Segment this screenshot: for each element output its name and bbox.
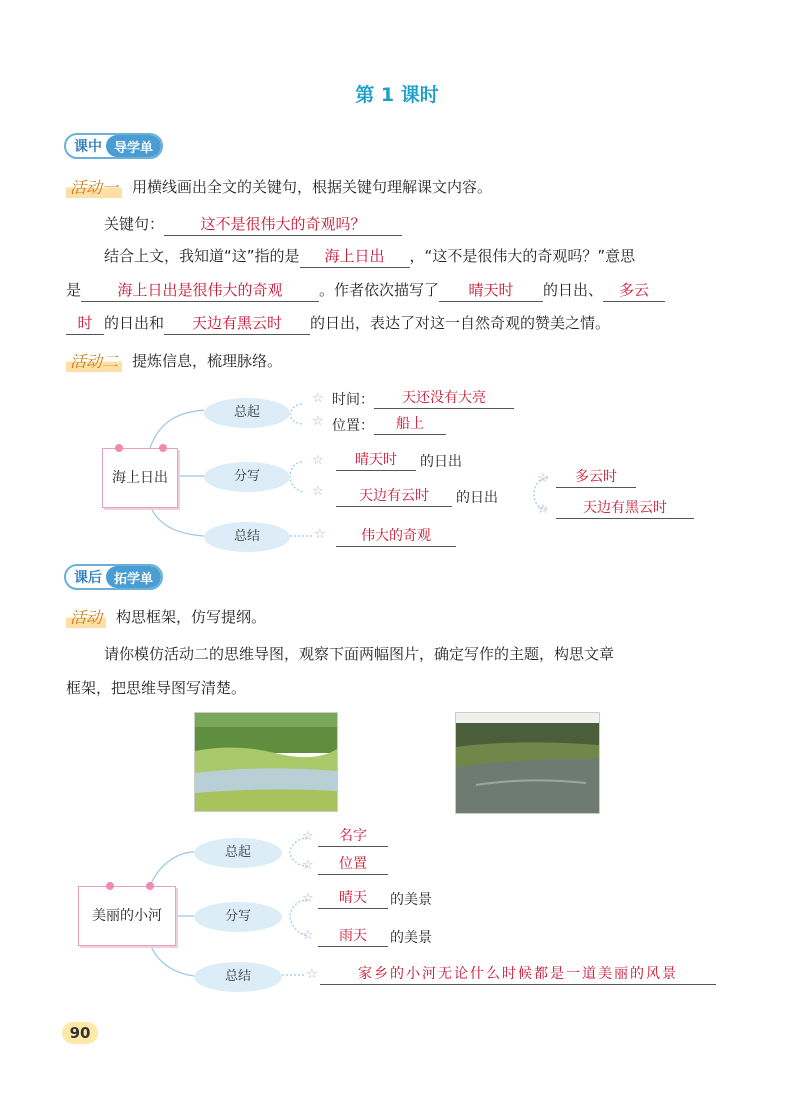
mindmap2-center-note: [78, 886, 176, 946]
text: 的日出: [420, 454, 462, 470]
star-icon: ☆: [302, 891, 314, 906]
key-answer: 这不是很伟大的奇观吗？: [164, 213, 402, 236]
text: ，“这不是很伟大的奇观吗？”意思: [409, 247, 636, 265]
star-icon: ☆: [537, 502, 549, 517]
detail-row-2: [336, 486, 498, 507]
black-cloud-answer: 天边有黑云时: [556, 498, 694, 519]
answer-black-cloud: 天边有黑云时: [164, 312, 310, 335]
river-photo-sunny: [194, 712, 338, 812]
answer-zhe: 海上日出: [300, 245, 410, 268]
map2-rainy-row: [318, 926, 432, 947]
river-photo-rainy: [455, 712, 600, 814]
activity3-heading: 构思框架，仿写提纲。: [116, 608, 267, 626]
map2-location-row: [318, 854, 388, 875]
star-icon: ☆: [302, 928, 314, 943]
activity3-header: [66, 605, 266, 628]
rainy-answer: 雨天: [318, 926, 388, 947]
tag-part-b: 拓学单: [106, 566, 161, 588]
text: 的美景: [390, 930, 432, 946]
activity2-label: 活动二: [66, 349, 122, 372]
sunny-answer: 晴天时: [336, 450, 416, 471]
place-label: 位置：: [332, 418, 374, 434]
mindmap-center-note: [102, 448, 178, 508]
branch-detail-cloud: 分写: [204, 462, 290, 492]
time-label: 时间：: [332, 392, 374, 408]
text: 是: [66, 281, 82, 299]
cloudy-answer: 多云时: [556, 467, 636, 488]
branch-summary-cloud: 总结: [204, 522, 290, 552]
text: 。作者依次描写了: [319, 281, 440, 299]
star-icon: ☆: [312, 453, 324, 468]
star-icon: ☆: [302, 858, 314, 873]
activity3-label: 活动: [66, 605, 106, 628]
pin-icon: [159, 444, 167, 452]
branch-intro-cloud: 总起: [204, 398, 290, 428]
tag-part-a: 课中: [74, 139, 102, 155]
page-number: 90: [62, 1022, 98, 1044]
cloud-answer: 天边有云时: [336, 486, 452, 507]
section-tag-after-class: [64, 564, 163, 590]
star-icon: ☆: [312, 391, 324, 406]
summary-answer: 伟大的奇观: [336, 526, 456, 547]
place-answer: 船上: [374, 414, 446, 435]
activity1-label: 活动一: [66, 175, 122, 198]
star-icon: ☆: [312, 484, 324, 499]
key-label: 关键句：: [104, 215, 165, 233]
mindmap-center-text: 海上日出: [112, 470, 168, 486]
map2-branch-detail-cloud: 分写: [194, 902, 282, 932]
location-answer: 位置: [318, 854, 388, 875]
text: 的美景: [390, 892, 432, 908]
answer-cloudy-part1: 多云: [603, 279, 665, 302]
name-answer: 名字: [318, 826, 388, 847]
text: 的日出和: [104, 314, 165, 332]
text: 的日出、: [543, 281, 604, 299]
summary-answer: 家乡的小河无论什么时候都是一道美丽的风景: [320, 964, 716, 985]
mindmap2-center-text: 美丽的小河: [92, 908, 162, 924]
map2-branch-intro-cloud: 总起: [194, 838, 282, 868]
pin-icon: [146, 882, 154, 890]
detail-row-1: [336, 450, 462, 471]
activity3-para-1: 请你模仿活动二的思维导图，观察下面两幅图片，确定写作的主题，构思文章: [104, 645, 615, 663]
activity3-para-2: 框架，把思维导图写清楚。: [66, 679, 247, 697]
pin-icon: [115, 444, 123, 452]
text: 的日出，表达了对这一自然奇观的赞美之情。: [310, 314, 611, 332]
star-icon: ☆: [306, 967, 318, 982]
star-icon: ☆: [302, 829, 314, 844]
place-row: [332, 414, 446, 435]
detail-row-2a: [556, 467, 636, 488]
star-icon: ☆: [314, 527, 326, 542]
time-row: [332, 388, 514, 409]
time-answer: 天还没有大亮: [374, 388, 514, 409]
activity1-heading: 用横线画出全文的关键句，根据关键句理解课文内容。: [132, 178, 493, 196]
activity2-heading: 提炼信息，梳理脉络。: [132, 352, 283, 370]
pin-icon: [106, 882, 114, 890]
map2-name-row: [318, 826, 388, 847]
tag-part-b: 导学单: [106, 135, 161, 157]
map2-summary-row: [320, 964, 716, 985]
text: 结合上文，我知道“这”指的是: [104, 247, 300, 265]
map2-sunny-row: [318, 888, 432, 909]
map2-branch-summary-cloud: 总结: [194, 962, 282, 992]
page-title: 第 1 课时: [355, 84, 439, 106]
answer-meaning: 海上日出是很伟大的奇观: [81, 279, 319, 302]
text: 的日出: [456, 490, 498, 506]
detail-row-2b: [556, 498, 694, 519]
answer-sunny: 晴天时: [439, 279, 543, 302]
answer-cloudy-part2: 时: [66, 312, 104, 335]
summary-row: [336, 526, 456, 547]
sunny-answer: 晴天: [318, 888, 388, 909]
tag-part-a: 课后: [74, 570, 102, 586]
star-icon: ☆: [312, 414, 324, 429]
star-icon: ☆: [537, 471, 549, 486]
